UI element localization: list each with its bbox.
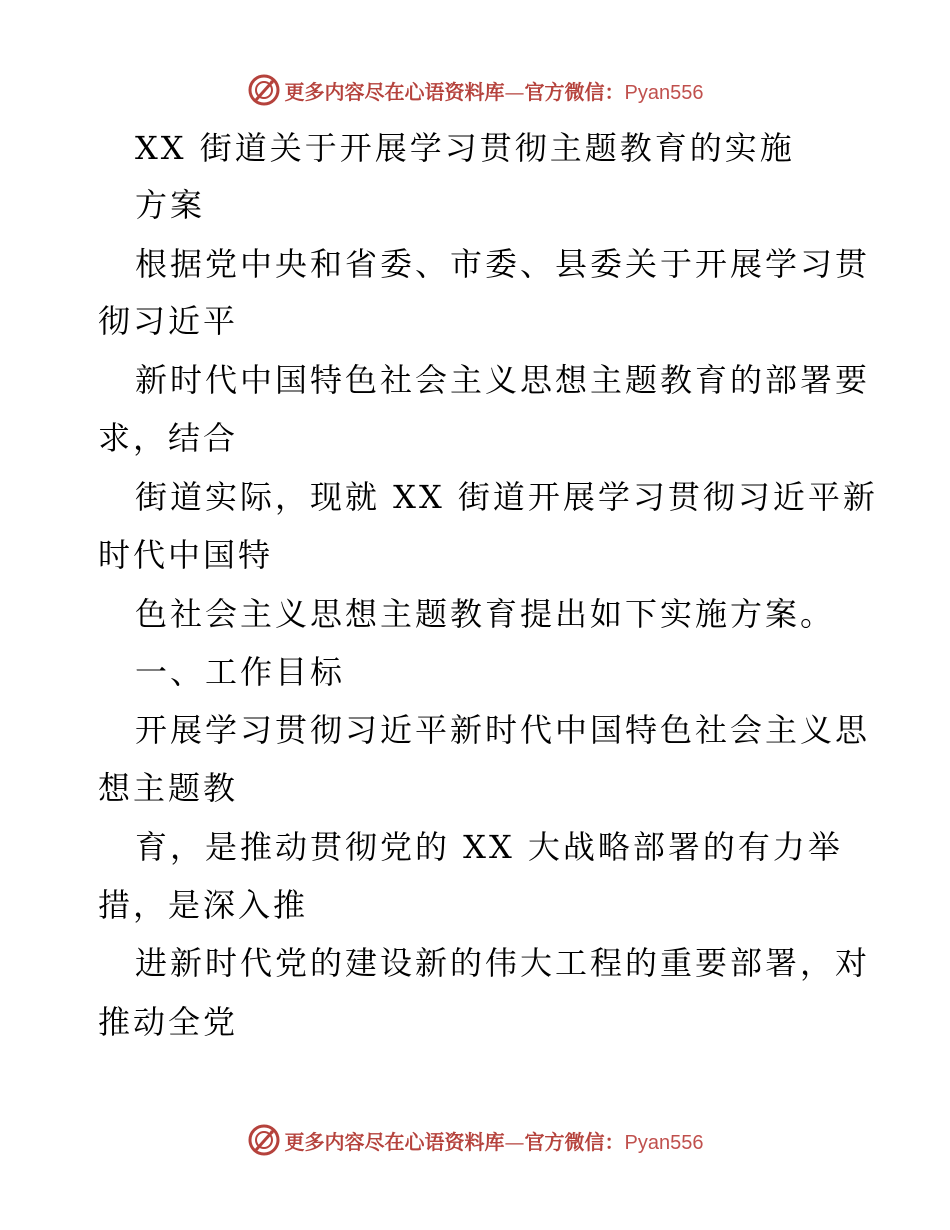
watermark-account: Pyan556 xyxy=(624,81,704,104)
paragraph-line: 求，结合 xyxy=(98,419,239,457)
watermark-brand: 更多内容尽在心语资料库 xyxy=(284,79,505,104)
watermark-text xyxy=(285,76,704,105)
paragraph-line: 推动全党 xyxy=(98,1003,239,1041)
paragraph-line: 育，是推动贯彻党的 XX 大战略部署的有力举 xyxy=(135,828,843,866)
watermark-separator: — xyxy=(504,79,525,104)
section-heading: 一、工作目标 xyxy=(135,653,346,691)
paragraph-line: 进新时代党的建设新的伟大工程的重要部署，对 xyxy=(135,944,871,982)
brand-logo-icon xyxy=(247,73,281,107)
paragraph-line: 街道实际，现就 XX 街道开展学习贯彻习近平新 xyxy=(135,478,878,516)
footer-watermark xyxy=(0,1120,950,1160)
watermark-brand: 更多内容尽在心语资料库 xyxy=(284,1129,505,1154)
watermark-account: Pyan556 xyxy=(624,1131,704,1154)
document-title-line-1: XX 街道关于开展学习贯彻主题教育的实施 xyxy=(135,129,795,167)
paragraph-line: 根据党中央和省委、市委、县委关于开展学习贯 xyxy=(135,245,871,283)
brand-logo-icon xyxy=(247,1123,281,1157)
header-watermark xyxy=(0,70,950,110)
paragraph-line: 色社会主义思想主题教育提出如下实施方案。 xyxy=(135,595,836,633)
paragraph-line: 时代中国特 xyxy=(98,536,274,574)
watermark-label: 官方微信： xyxy=(524,79,625,104)
watermark-label: 官方微信： xyxy=(524,1129,625,1154)
paragraph-line: 措，是深入推 xyxy=(98,886,309,924)
watermark-text xyxy=(285,1126,704,1155)
paragraph-line: 新时代中国特色社会主义思想主题教育的部署要 xyxy=(135,361,871,399)
watermark-separator: — xyxy=(504,1129,525,1154)
paragraph-line: 开展学习贯彻习近平新时代中国特色社会主义思 xyxy=(135,711,871,749)
paragraph-line: 想主题教 xyxy=(98,769,239,807)
document-title-line-2: 方案 xyxy=(135,186,206,224)
paragraph-line: 彻习近平 xyxy=(98,302,239,340)
